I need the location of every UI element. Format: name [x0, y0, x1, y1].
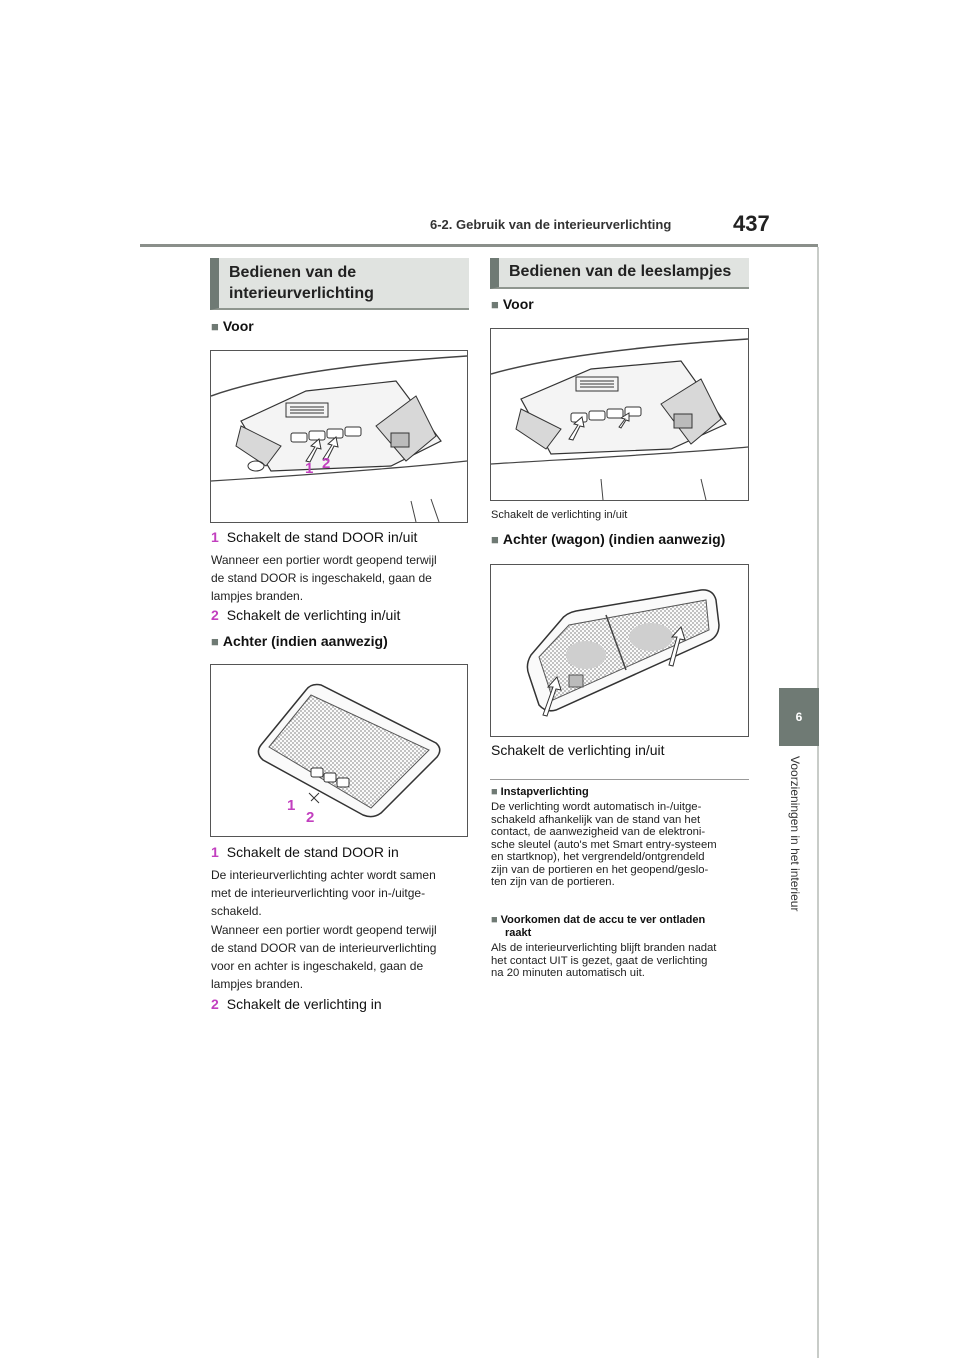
chapter-tab[interactable]	[779, 688, 819, 746]
square-bullet-icon: ■	[211, 319, 219, 334]
page-number: 437	[733, 211, 770, 236]
note-accu-title: ■ Voorkomen dat de accu te ver ontladen raakt	[491, 914, 706, 939]
square-bullet-icon: ■	[211, 634, 219, 649]
chapter-number: 6	[795, 710, 803, 724]
reading-front-subheading: ■ Voor	[491, 296, 534, 312]
square-bullet-icon: ■	[491, 532, 499, 547]
left-heading-line-1: Bedienen van de	[229, 264, 357, 281]
reading-wagon-drawing	[491, 565, 748, 736]
front-dome-light-illustration	[210, 350, 468, 523]
square-bullet-icon: ■	[491, 914, 498, 926]
front-item-1-description: Wanneer een portier wordt geopend terwijl de stand DOOR is ingeschakeld, gaan de lampjes branden.	[211, 553, 437, 603]
side-rule	[817, 247, 819, 1358]
figure-label-2: 2	[306, 809, 315, 826]
note-instapverlichting-body: De verlichting wordt automatisch in-/uitge- schakeld afhankelijk van de stand van het contact, de aanwezigheid van de elektroni- sche sleutel (auto's met Smart entry-systeem en startknop), het vergrendeld/ontgrendeld zijn van de portieren en het geopend/geslo- ten zijn van de portieren.	[491, 801, 717, 888]
figure-label-1: 1	[287, 797, 296, 814]
reading-lamp-front-illustration	[490, 328, 749, 501]
square-bullet-icon: ■	[491, 786, 498, 798]
note-accu-body: Als de interieurverlichting blijft branden nadat het contact UIT is gezet, gaat de verlichting na 20 minuten automatisch uit.	[491, 942, 717, 979]
rear-item-2: 2 Schakelt de verlichting in	[211, 996, 382, 1012]
reading-wagon-subheading: ■ Achter (wagon) (indien aanwezig)	[491, 531, 726, 547]
rear-item-1-description-a: De interieurverlichting achter wordt samen met de interieurverlichting voor in-/uitge- schakeld.	[211, 868, 436, 918]
section-title: 6-2. Gebruik van de interieurverlichting	[430, 217, 672, 232]
notes-divider	[490, 779, 749, 780]
reading-lamp-wagon-illustration	[490, 564, 749, 737]
note-instapverlichting-title: ■ Instapverlichting	[491, 786, 589, 798]
figure-label-2: 2	[322, 455, 331, 472]
front-item-2: 2 Schakelt de verlichting in/uit	[211, 607, 401, 623]
front-subheading: ■ Voor	[211, 318, 254, 334]
right-section-heading: Bedienen van de leeslampjes	[490, 258, 749, 289]
left-heading-line-2: interieurverlichting	[229, 285, 374, 302]
rear-dome-light-illustration	[210, 664, 468, 837]
header-rule	[140, 244, 818, 247]
reading-wagon-caption: Schakelt de verlichting in/uit	[491, 742, 665, 758]
chapter-label: Voorzieningen in het interieur	[788, 756, 802, 912]
square-bullet-icon: ■	[491, 297, 499, 312]
front-item-1: 1 Schakelt de stand DOOR in/uit	[211, 529, 418, 545]
rear-item-1: 1 Schakelt de stand DOOR in	[211, 844, 399, 860]
reading-front-caption: Schakelt de verlichting in/uit	[491, 509, 628, 521]
figure-label-1: 1	[305, 460, 314, 477]
rear-item-1-description-b: Wanneer een portier wordt geopend terwijl de stand DOOR van de interieurverlichting voor en achter is ingeschakeld, gaan de lampjes branden.	[211, 923, 437, 991]
rear-subheading: ■ Achter (indien aanwezig)	[211, 633, 388, 649]
left-section-heading	[210, 258, 469, 310]
rear-dome-drawing	[211, 665, 467, 836]
front-console-drawing	[211, 351, 467, 522]
reading-front-drawing	[491, 329, 748, 500]
